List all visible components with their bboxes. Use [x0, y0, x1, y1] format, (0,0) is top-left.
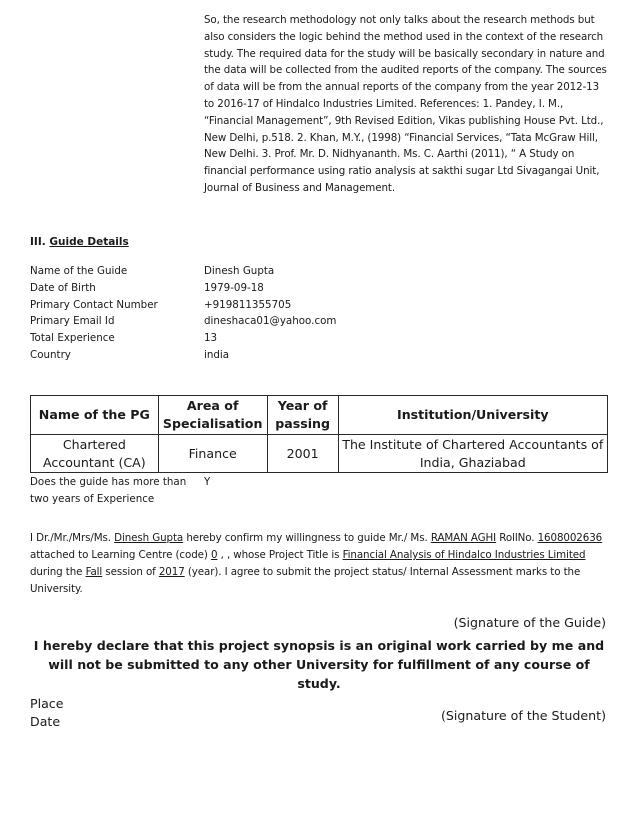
section-number: III. [30, 236, 46, 248]
confirm-centre-code: 0 [210, 549, 218, 561]
confirm-text: hereby confirm my willingness to guide Mr./ Ms. [183, 532, 431, 544]
detail-label: Name of the Guide [30, 265, 128, 277]
table-header-row [31, 396, 608, 435]
cell-specialisation: Finance [158, 435, 267, 473]
detail-row-country [30, 347, 430, 364]
cell-year: 2001 [267, 435, 338, 473]
confirm-text: RollNo. [496, 532, 538, 544]
confirm-year: 2017 [158, 566, 185, 578]
date-label: Date [30, 714, 61, 729]
confirm-guide-name: Dinesh Gupta [114, 532, 184, 544]
confirm-student-name: RAMAN AGHI [430, 532, 497, 544]
cell-pg-name: Chartered Accountant (CA) [31, 435, 159, 473]
place-label: Place [30, 696, 64, 711]
confirm-text: during the [30, 566, 86, 578]
pg-qualification-table [30, 395, 608, 473]
detail-row-email [30, 313, 430, 330]
experience-question-value: Y [204, 476, 211, 488]
confirm-text: attached to Learning Centre (code) [30, 549, 211, 561]
detail-row-experience [30, 330, 430, 347]
detail-value: india [204, 348, 230, 361]
detail-label: Date of Birth [30, 281, 96, 294]
section-title: Guide Details [49, 236, 129, 248]
confirm-project-title: Financial Analysis of Hindalco Industries Limited [342, 549, 586, 561]
methodology-paragraph: So, the research methodology not only talks about the research methods but also considers the logic behind the method used in the context of the research study. The required data for the study will be basically secondary in nature and the data will be collected from the audited reports of the company. The sources of data will be from the annual reports of the company from the year 2012-13 to 2016-17 of Hindalco Industries Limited. References: 1. Pandey, I. M., “Financial Management”, 9th Revised Edition, Vikas publishing House Pvt. Ltd., New Delhi, p.518. 2. Khan, M.Y., (1998) “Financial Services, “Tata McGraw Hill, New Delhi. 3. Prof. Mr. D. Nidhyananth. Ms. C. Aarthi (2011), “ A Study on financial performance using ratio analysis at sakthi sugar Ltd Sivagangai Unit, Journal of Business and Management. [204, 14, 607, 194]
confirm-text: , , whose Project Title is [217, 549, 343, 561]
detail-label: Country [30, 348, 71, 361]
detail-row-name [30, 263, 430, 280]
detail-value: Dinesh Gupta [204, 265, 275, 277]
detail-label: Total Experience [30, 332, 115, 345]
confirm-text: (year). I agree to submit the project status/ Internal Assessment marks to the University. [30, 566, 581, 595]
detail-value: +919811355705 [204, 298, 292, 311]
declaration-statement: I hereby declare that this project synopsis is an original work carried by me and will not be submitted to any other University for fulfillment of any course of study. [33, 638, 605, 691]
guide-details-list [30, 263, 430, 364]
confirm-text: I Dr./Mr./Mrs/Ms. [30, 532, 115, 544]
detail-row-contact [30, 297, 430, 314]
experience-question [30, 474, 211, 508]
detail-label: Primary Contact Number [30, 298, 158, 311]
detail-row-dob [30, 280, 430, 297]
detail-label: Primary Email Id [30, 315, 115, 328]
header-institution: Institution/University [338, 396, 607, 435]
table-row [31, 435, 608, 473]
guide-confirmation-statement [30, 530, 610, 598]
confirm-session: Fall [85, 566, 103, 578]
student-signature-label: (Signature of the Student) [441, 708, 606, 723]
guide-details-heading [30, 236, 129, 248]
experience-question-label: Does the guide has more than two years of Experience [30, 476, 187, 505]
detail-value: dineshaca01@yahoo.com [204, 315, 337, 328]
confirm-roll-no: 1608002636 [537, 532, 603, 544]
header-specialisation: Area of Specialisation [158, 396, 267, 435]
header-pg-name: Name of the PG [31, 396, 159, 435]
detail-value: 1979-09-18 [204, 281, 264, 294]
detail-value: 13 [204, 332, 218, 345]
confirm-text: session of [102, 566, 159, 578]
cell-institution: The Institute of Chartered Accountants of India, Ghaziabad [338, 435, 607, 473]
guide-signature-label: (Signature of the Guide) [453, 615, 606, 630]
header-year: Year of passing [267, 396, 338, 435]
